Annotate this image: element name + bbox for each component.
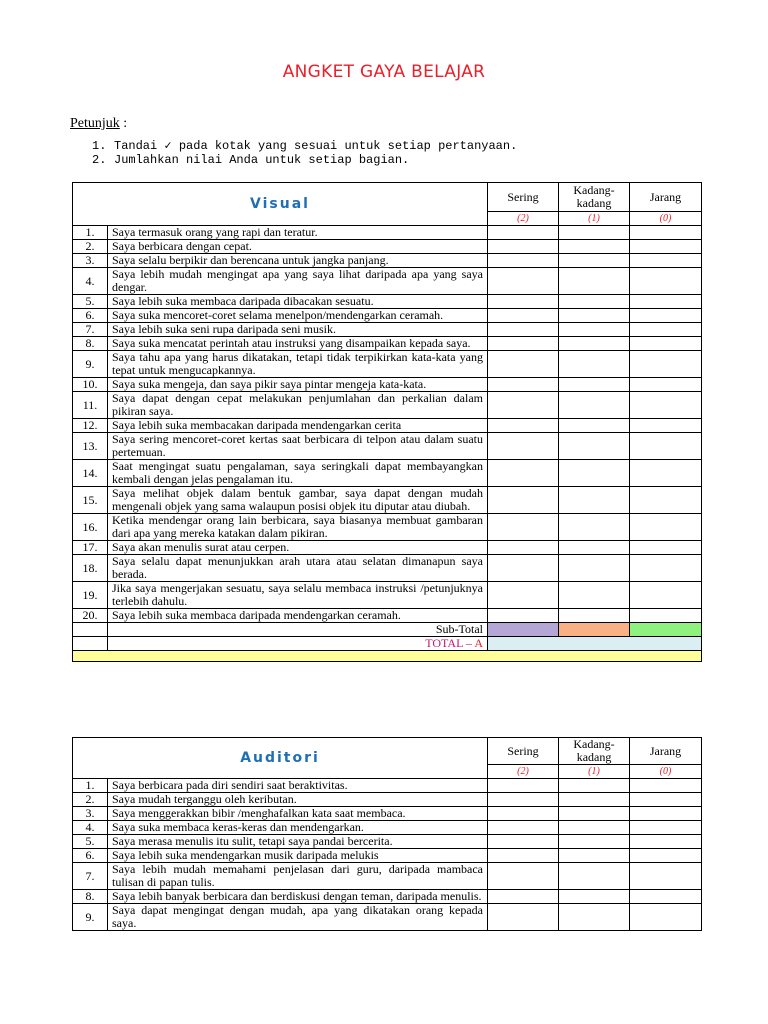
- auditori-row: [73, 779, 702, 793]
- item-number: 9.: [73, 904, 108, 931]
- checkbox-jarang[interactable]: [630, 793, 702, 807]
- checkbox-sering[interactable]: [488, 514, 559, 541]
- item-number: 15.: [73, 487, 108, 514]
- checkbox-jarang[interactable]: [630, 890, 702, 904]
- header-kadang-kadang: Kadang-kadang: [559, 183, 630, 212]
- checkbox-jarang[interactable]: [630, 821, 702, 835]
- subtotal-kadang-cell[interactable]: [559, 623, 630, 637]
- visual-row: [73, 309, 702, 323]
- checkbox-jarang[interactable]: [630, 460, 702, 487]
- checkbox-kadang[interactable]: [559, 863, 630, 890]
- item-number: 6.: [73, 309, 108, 323]
- total-label-text: TOTAL –: [425, 636, 472, 650]
- score-sering: (2): [488, 765, 559, 779]
- checkbox-sering[interactable]: [488, 807, 559, 821]
- visual-row: [73, 460, 702, 487]
- checkbox-sering[interactable]: [488, 226, 559, 240]
- item-number: 8.: [73, 337, 108, 351]
- checkbox-jarang[interactable]: [630, 337, 702, 351]
- item-number: 16.: [73, 514, 108, 541]
- visual-row: [73, 378, 702, 392]
- item-statement: Saya termasuk orang yang rapi dan teratur.: [108, 226, 488, 240]
- auditori-row: [73, 835, 702, 849]
- checkbox-sering[interactable]: [488, 351, 559, 378]
- item-statement: Saya dapat dengan cepat melakukan penjumlahan dan perkalian dalam pikiran saya.: [108, 392, 488, 419]
- checkbox-kadang[interactable]: [559, 821, 630, 835]
- visual-row: [73, 240, 702, 254]
- instruction-number: 1.: [92, 139, 107, 153]
- checkbox-kadang[interactable]: [559, 226, 630, 240]
- item-number: 18.: [73, 555, 108, 582]
- checkbox-kadang[interactable]: [559, 323, 630, 337]
- total-spacer: [73, 637, 108, 651]
- instruction-item: [92, 153, 409, 167]
- subtotal-sering-cell[interactable]: [488, 623, 559, 637]
- visual-row: [73, 226, 702, 240]
- score-jarang: (0): [630, 212, 702, 226]
- item-number: 4.: [73, 821, 108, 835]
- auditori-section-heading: Auditori: [73, 738, 488, 779]
- checkbox-jarang[interactable]: [630, 295, 702, 309]
- item-statement: Saya lebih suka mendengarkan musik daripada melukis: [108, 849, 488, 863]
- score-kadang-kadang: (1): [559, 765, 630, 779]
- checkbox-sering[interactable]: [488, 254, 559, 268]
- item-statement: Saya mudah terganggu oleh keributan.: [108, 793, 488, 807]
- item-number: 1.: [73, 226, 108, 240]
- checkbox-sering[interactable]: [488, 337, 559, 351]
- checkbox-sering[interactable]: [488, 541, 559, 555]
- item-number: 13.: [73, 433, 108, 460]
- checkbox-kadang[interactable]: [559, 541, 630, 555]
- item-number: 17.: [73, 541, 108, 555]
- item-number: 3.: [73, 807, 108, 821]
- visual-row: [73, 337, 702, 351]
- visual-row: [73, 555, 702, 582]
- visual-row: [73, 541, 702, 555]
- checkbox-kadang[interactable]: [559, 514, 630, 541]
- item-statement: Jika saya mengerjakan sesuatu, saya selalu membaca instruksi /petunjuknya terlebih dahulu.: [108, 582, 488, 609]
- visual-row: [73, 487, 702, 514]
- visual-items: [73, 226, 702, 623]
- item-number: 14.: [73, 460, 108, 487]
- instruction-text: Jumlahkan nilai Anda untuk setiap bagian.: [114, 153, 410, 167]
- auditori-row: [73, 904, 702, 931]
- checkbox-sering[interactable]: [488, 863, 559, 890]
- checkbox-jarang[interactable]: [630, 779, 702, 793]
- item-statement: Saya melihat objek dalam bentuk gambar, saya dapat dengan mudah mengenali objek yang sama walaupun posisi objek itu diputar atau diubah.: [108, 487, 488, 514]
- checkbox-sering[interactable]: [488, 460, 559, 487]
- checkbox-sering[interactable]: [488, 904, 559, 931]
- item-number: 4.: [73, 268, 108, 295]
- visual-row: [73, 392, 702, 419]
- item-statement: Saya lebih mudah mengingat apa yang saya lihat daripada apa yang saya dengar.: [108, 268, 488, 295]
- section-separator: [73, 651, 702, 662]
- checkbox-sering[interactable]: [488, 309, 559, 323]
- checkbox-jarang[interactable]: [630, 555, 702, 582]
- item-statement: Saya lebih suka seni rupa daripada seni musik.: [108, 323, 488, 337]
- header-jarang: Jarang: [630, 183, 702, 212]
- instruction-text: Tandai ✓ pada kotak yang sesuai untuk setiap pertanyaan.: [114, 139, 518, 153]
- visual-row: [73, 514, 702, 541]
- checkbox-kadang[interactable]: [559, 487, 630, 514]
- item-number: 7.: [73, 863, 108, 890]
- checkbox-kadang[interactable]: [559, 793, 630, 807]
- item-statement: Saya berbicara pada diri sendiri saat beraktivitas.: [108, 779, 488, 793]
- checkbox-jarang[interactable]: [630, 254, 702, 268]
- header-sering: Sering: [488, 183, 559, 212]
- checkbox-jarang[interactable]: [630, 807, 702, 821]
- item-number: 1.: [73, 779, 108, 793]
- item-number: 2.: [73, 240, 108, 254]
- checkbox-kadang[interactable]: [559, 351, 630, 378]
- visual-row: [73, 582, 702, 609]
- checkbox-jarang[interactable]: [630, 240, 702, 254]
- visual-row: [73, 433, 702, 460]
- header-kadang-kadang: Kadang-kadang: [559, 738, 630, 765]
- checkbox-jarang[interactable]: [630, 351, 702, 378]
- item-statement: Saya selalu dapat menunjukkan arah utara atau selatan dimanapun saya berada.: [108, 555, 488, 582]
- instruction-number: 2.: [92, 153, 107, 167]
- total-a-cell[interactable]: [488, 637, 702, 651]
- item-number: 6.: [73, 849, 108, 863]
- checkbox-kadang[interactable]: [559, 779, 630, 793]
- instructions-label-text: Petunjuk: [70, 116, 120, 131]
- auditori-row: [73, 793, 702, 807]
- subtotal-jarang-cell[interactable]: [630, 623, 702, 637]
- page-title: ANGKET GAYA BELAJAR: [282, 62, 486, 82]
- item-number: 3.: [73, 254, 108, 268]
- visual-row: [73, 254, 702, 268]
- item-number: 10.: [73, 378, 108, 392]
- checkbox-sering[interactable]: [488, 378, 559, 392]
- checkbox-kadang[interactable]: [559, 890, 630, 904]
- auditori-row: [73, 821, 702, 835]
- item-statement: Saya lebih suka membaca daripada dibacakan sesuatu.: [108, 295, 488, 309]
- checkbox-kadang[interactable]: [559, 460, 630, 487]
- item-statement: Saya selalu berpikir dan berencana untuk jangka panjang.: [108, 254, 488, 268]
- score-kadang-kadang: (1): [559, 212, 630, 226]
- checkbox-kadang[interactable]: [559, 609, 630, 623]
- item-number: 5.: [73, 295, 108, 309]
- item-statement: Saya sering mencoret-coret kertas saat berbicara di telpon atau dalam suatu pertemuan.: [108, 433, 488, 460]
- checkbox-sering[interactable]: [488, 268, 559, 295]
- checkbox-jarang[interactable]: [630, 378, 702, 392]
- checkbox-jarang[interactable]: [630, 226, 702, 240]
- total-letter: A: [474, 636, 483, 650]
- checkbox-jarang[interactable]: [630, 268, 702, 295]
- instructions-label: [70, 116, 127, 132]
- checkbox-kadang[interactable]: [559, 309, 630, 323]
- checkbox-jarang[interactable]: [630, 419, 702, 433]
- instruction-item: [92, 138, 517, 153]
- checkbox-kadang[interactable]: [559, 295, 630, 309]
- checkbox-sering[interactable]: [488, 779, 559, 793]
- item-statement: Saya akan menulis surat atau cerpen.: [108, 541, 488, 555]
- checkbox-jarang[interactable]: [630, 609, 702, 623]
- visual-row: [73, 268, 702, 295]
- checkbox-sering[interactable]: [488, 890, 559, 904]
- checkbox-sering[interactable]: [488, 392, 559, 419]
- checkbox-kadang[interactable]: [559, 240, 630, 254]
- item-number: 7.: [73, 323, 108, 337]
- item-number: 5.: [73, 835, 108, 849]
- checkbox-jarang[interactable]: [630, 849, 702, 863]
- checkbox-sering[interactable]: [488, 419, 559, 433]
- checkbox-kadang[interactable]: [559, 555, 630, 582]
- checkbox-sering[interactable]: [488, 835, 559, 849]
- checkbox-sering[interactable]: [488, 487, 559, 514]
- checkbox-sering[interactable]: [488, 582, 559, 609]
- visual-row: [73, 419, 702, 433]
- checkbox-sering[interactable]: [488, 849, 559, 863]
- checkbox-kadang[interactable]: [559, 835, 630, 849]
- auditori-row: [73, 863, 702, 890]
- checkbox-jarang[interactable]: [630, 392, 702, 419]
- checkbox-jarang[interactable]: [630, 433, 702, 460]
- visual-questionnaire-table: [72, 182, 702, 662]
- checkbox-jarang[interactable]: [630, 835, 702, 849]
- item-number: 19.: [73, 582, 108, 609]
- item-number: 11.: [73, 392, 108, 419]
- item-number: 20.: [73, 609, 108, 623]
- item-statement: Saya dapat mengingat dengan mudah, apa yang dikatakan orang kepada saya.: [108, 904, 488, 931]
- item-number: 8.: [73, 890, 108, 904]
- item-statement: Saya lebih suka membaca daripada mendengarkan ceramah.: [108, 609, 488, 623]
- score-jarang: (0): [630, 765, 702, 779]
- visual-row: [73, 295, 702, 309]
- visual-row: [73, 323, 702, 337]
- visual-row: [73, 609, 702, 623]
- checkbox-sering[interactable]: [488, 295, 559, 309]
- subtotal-spacer: [73, 623, 108, 637]
- checkbox-jarang[interactable]: [630, 309, 702, 323]
- checkbox-kadang[interactable]: [559, 268, 630, 295]
- item-statement: Saya suka mencatat perintah atau instruksi yang disampaikan kepada saya.: [108, 337, 488, 351]
- auditori-questionnaire-table: [72, 737, 702, 931]
- checkbox-jarang[interactable]: [630, 904, 702, 931]
- checkbox-jarang[interactable]: [630, 514, 702, 541]
- auditori-items: [73, 779, 702, 931]
- item-statement: Saya menggerakkan bibir /menghafalkan kata saat membaca.: [108, 807, 488, 821]
- checkbox-jarang[interactable]: [630, 582, 702, 609]
- total-label: [108, 637, 488, 651]
- checkbox-kadang[interactable]: [559, 254, 630, 268]
- item-statement: Saya lebih suka membacakan daripada mendengarkan cerita: [108, 419, 488, 433]
- checkbox-kadang[interactable]: [559, 807, 630, 821]
- item-number: 9.: [73, 351, 108, 378]
- item-statement: Saya suka mengeja, dan saya pikir saya pintar mengeja kata-kata.: [108, 378, 488, 392]
- checkbox-sering[interactable]: [488, 433, 559, 460]
- item-statement: Saya berbicara dengan cepat.: [108, 240, 488, 254]
- item-number: 2.: [73, 793, 108, 807]
- subtotal-label: Sub-Total: [108, 623, 488, 637]
- checkbox-sering[interactable]: [488, 793, 559, 807]
- item-statement: Saya lebih mudah memahami penjelasan dari guru, daripada mambaca tulisan di papan tulis.: [108, 863, 488, 890]
- checkbox-sering[interactable]: [488, 555, 559, 582]
- visual-section-heading: Visual: [73, 183, 488, 226]
- checkbox-kadang[interactable]: [559, 582, 630, 609]
- header-jarang: Jarang: [630, 738, 702, 765]
- checkbox-kadang[interactable]: [559, 392, 630, 419]
- item-statement: Saat mengingat suatu pengalaman, saya seringkali dapat membayangkan kembali dengan jelas pengalaman itu.: [108, 460, 488, 487]
- item-statement: Ketika mendengar orang lain berbicara, saya biasanya membuat gambaran dari apa yang mereka katakan dalam pikiran.: [108, 514, 488, 541]
- checkbox-sering[interactable]: [488, 609, 559, 623]
- auditori-row: [73, 807, 702, 821]
- checkbox-jarang[interactable]: [630, 323, 702, 337]
- item-statement: Saya suka membaca keras-keras dan mendengarkan.: [108, 821, 488, 835]
- auditori-row: [73, 890, 702, 904]
- checkbox-sering[interactable]: [488, 323, 559, 337]
- score-sering: (2): [488, 212, 559, 226]
- checkbox-jarang[interactable]: [630, 487, 702, 514]
- checkbox-kadang[interactable]: [559, 904, 630, 931]
- checkbox-jarang[interactable]: [630, 863, 702, 890]
- instructions-label-suffix: :: [119, 116, 128, 131]
- checkbox-kadang[interactable]: [559, 337, 630, 351]
- checkbox-jarang[interactable]: [630, 541, 702, 555]
- item-statement: Saya tahu apa yang harus dikatakan, tetapi tidak terpikirkan kata-kata yang tepat untuk mengucapkannya.: [108, 351, 488, 378]
- checkbox-kadang[interactable]: [559, 419, 630, 433]
- visual-row: [73, 351, 702, 378]
- header-sering: Sering: [488, 738, 559, 765]
- item-statement: Saya lebih banyak berbicara dan berdiskusi dengan teman, daripada menulis.: [108, 890, 488, 904]
- item-statement: Saya suka mencoret-coret selama menelpon/mendengarkan ceramah.: [108, 309, 488, 323]
- checkbox-sering[interactable]: [488, 821, 559, 835]
- item-statement: Saya merasa menulis itu sulit, tetapi saya pandai bercerita.: [108, 835, 488, 849]
- item-number: 12.: [73, 419, 108, 433]
- checkbox-kadang[interactable]: [559, 433, 630, 460]
- checkbox-kadang[interactable]: [559, 378, 630, 392]
- checkbox-kadang[interactable]: [559, 849, 630, 863]
- checkbox-sering[interactable]: [488, 240, 559, 254]
- auditori-row: [73, 849, 702, 863]
